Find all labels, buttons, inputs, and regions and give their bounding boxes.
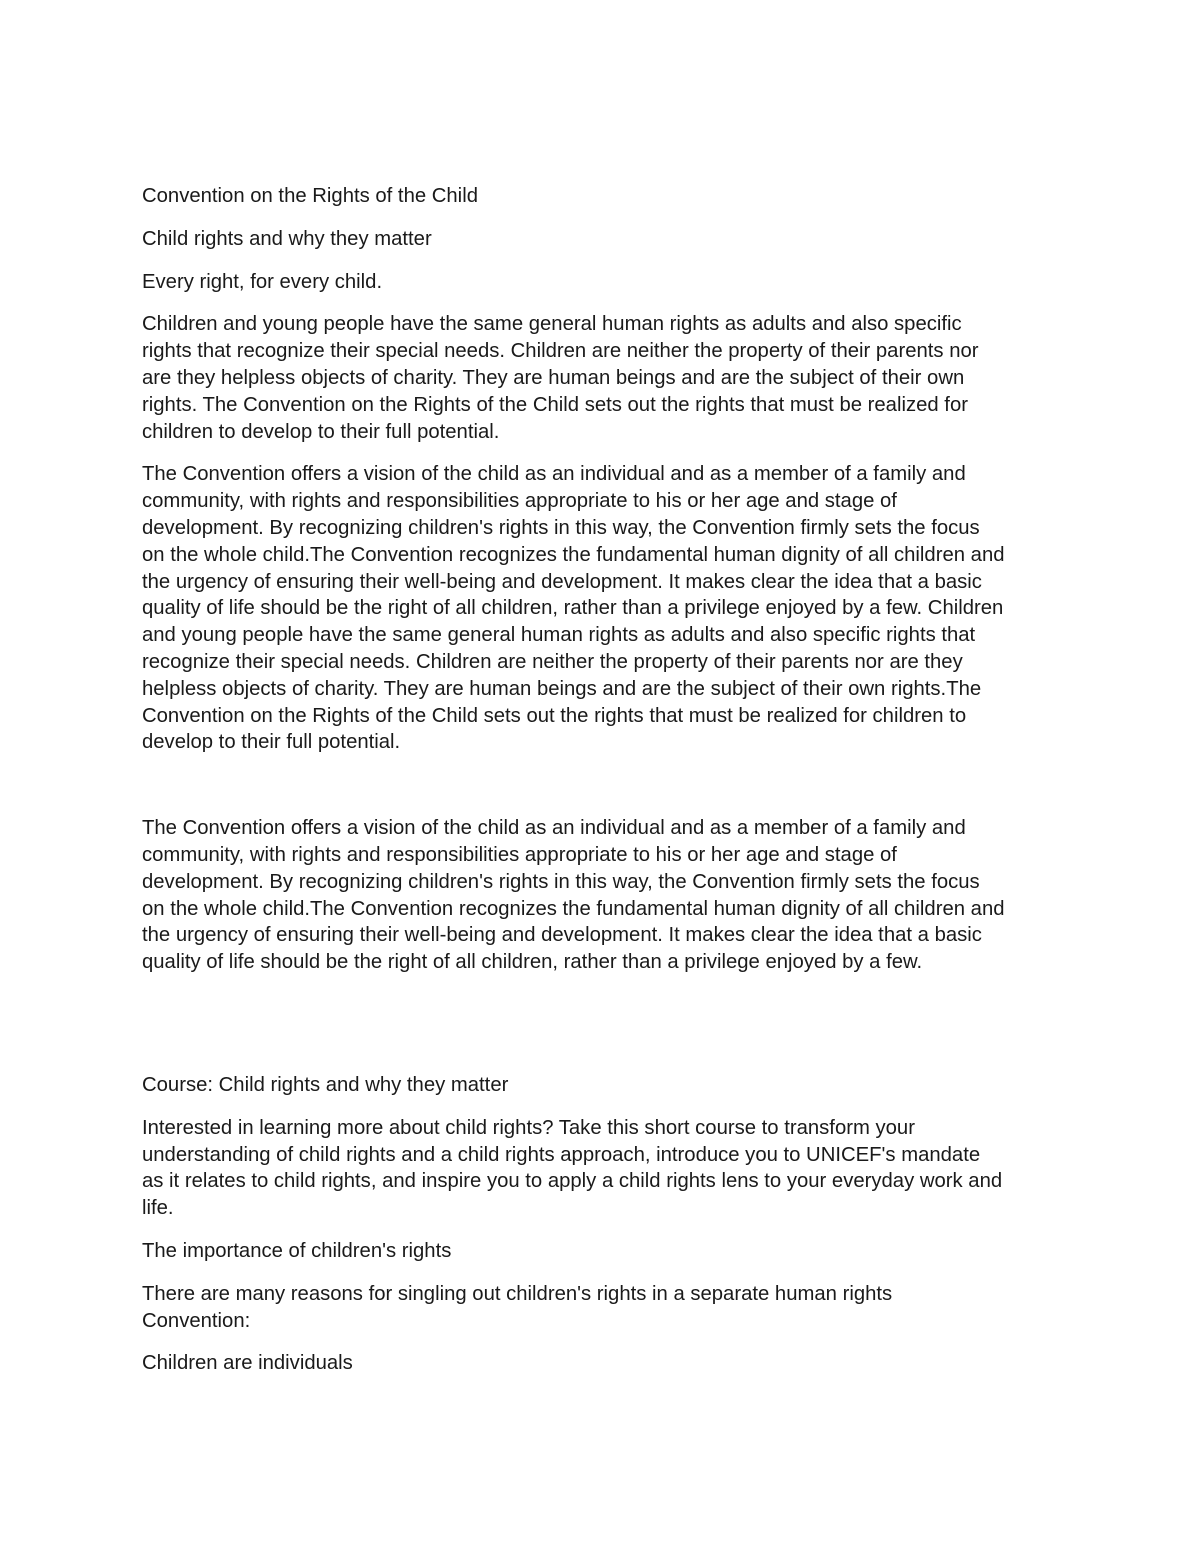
paragraph-convention-vision-repeat: The Convention offers a vision of the child as an individual and as a member of a family and community, with rights and responsibilities appropriate to his or her age and stage of development. By recognizing children's rights in this way, the Convention firmly sets the focus on the whole child.The Convention recognizes the fundamental human dignity of all children and the urgency of ensuring their well-being and development. It makes clear the idea that a basic quality of life should be the right of all children, rather than a privilege enjoyed by a few. — [142, 817, 1005, 974]
importance-heading: The importance of children's rights — [142, 1239, 452, 1262]
paragraph-rights-overview: Children and young people have the same general human rights as adults and also specific rights that recognize their special needs. Children are neither the property of their parents nor are they helpless objects of charity. They are human beings and are the subject of their own rights. The Convention on the Rights of the Child sets out the rights that must be realized for children to develop to their full potential. — [142, 313, 979, 443]
document-body — [142, 183, 1072, 1393]
document-tagline: Every right, for every child. — [142, 270, 383, 293]
blank-line — [142, 772, 1072, 815]
course-heading: Course: Child rights and why they matter — [142, 1073, 509, 1096]
individuals-heading: Children are individuals — [142, 1352, 353, 1375]
paragraph-convention-vision: The Convention offers a vision of the child as an individual and as a member of a family and community, with rights and responsibilities appropriate to his or her age and stage of development. By recognizing children's rights in this way, the Convention firmly sets the focus on the whole child.The Convention recognizes the fundamental human dignity of all children and the urgency of ensuring their well-being and development. It makes clear the idea that a basic quality of life should be the right of all children, rather than a privilege enjoyed by a few. Children and young people have the same general human rights as adults and also specific rights that recognize their special needs. Children are neither the property of their parents nor are they helpless objects of charity. They are human beings and are the subject of their own rights.The Convention on the Rights of the Child sets out the rights that must be realized for children to develop to their full potential. — [142, 463, 1005, 754]
paragraph-importance-reasons: There are many reasons for singling out children's rights in a separate human rights Convention: — [142, 1282, 893, 1332]
paragraph-course-description: Interested in learning more about child rights? Take this short course to transform your understanding of child rights and a child rights approach, introduce you to UNICEF's mandate as it relates to child rights, and inspire you to apply a child rights lens to your everyday work and life. — [142, 1116, 1003, 1220]
document-title: Convention on the Rights of the Child — [142, 185, 478, 207]
document-subtitle: Child rights and why they matter — [142, 227, 432, 250]
blank-line — [142, 992, 1072, 1072]
